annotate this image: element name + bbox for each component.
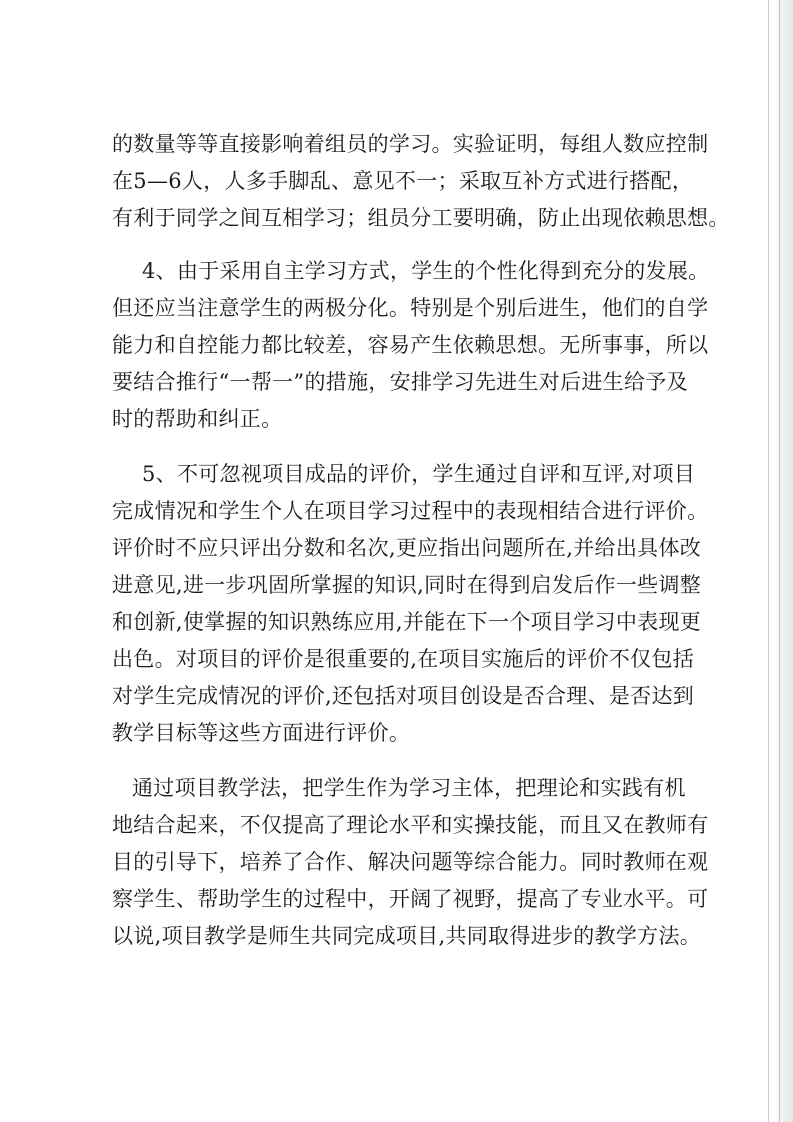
paragraph-continuation — [112, 126, 730, 237]
paragraph-point-4 — [112, 253, 710, 438]
text-line: 完成情况和学生个人在项目学习过程中的表现相结合进行评价。 — [112, 499, 709, 523]
text-line: 有利于同学之间互相学习；组员分工要明确，防止出现依赖思想。 — [112, 206, 730, 230]
text-line: 能力和自控能力都比较差，容易产生依赖思想。无所事事，所以 — [112, 333, 709, 357]
page-edge-line — [768, 0, 769, 1122]
text-line: 对学生完成情况的评价,还包括对项目创设是否合理、是否达到 — [112, 684, 695, 708]
text-line: 以说,项目教学是师生共同完成项目,共同取得进步的教学方法。 — [112, 924, 702, 948]
text-line: 教学目标等这些方面进行评价。 — [112, 721, 411, 745]
text-line: 评价时不应只评出分数和名次,更应指出问题所在,并给出具体改 — [112, 536, 702, 560]
text-line: 和创新,使掌握的知识熟练应用,并能在下一个项目学习中表现更 — [112, 610, 702, 634]
text-line: 察学生、帮助学生的过程中，开阔了视野，提高了专业水平。可 — [112, 887, 709, 911]
text-line: 但还应当注意学生的两极分化。特别是个别后进生，他们的自学 — [112, 296, 709, 320]
text-line: 目的引导下，培养了合作、解决问题等综合能力。同时教师在观 — [112, 850, 709, 874]
text-line: 地结合起来，不仅提高了理论水平和实操技能，而且又在教师有 — [112, 813, 709, 837]
text-line: 5、不可忽视项目成品的评价，学生通过自评和互评,对项目 — [142, 462, 696, 486]
text-line: 通过项目教学法，把学生作为学习主体，把理论和实践有机 — [132, 776, 686, 800]
text-line: 进意见,进一步巩固所掌握的知识,同时在得到启发后作一些调整 — [112, 573, 702, 597]
paragraph-point-5 — [112, 456, 707, 752]
text-line: 时的帮助和纠正。 — [112, 407, 283, 431]
page-edge-shadow — [775, 0, 793, 1122]
text-line: 的数量等等直接影响着组员的学习。实验证明，每组人数应控制 — [112, 132, 709, 156]
document-body — [112, 126, 730, 955]
page-edge-line — [779, 0, 780, 1122]
text-line: 要结合推行“一帮一”的措施，安排学习先进生对后进生给予及 — [112, 370, 688, 394]
paragraph-conclusion — [112, 770, 707, 955]
text-line: 在5—6人，人多手脚乱、意见不一；采取互补方式进行搭配， — [112, 169, 694, 193]
text-line: 出色。对项目的评价是很重要的,在项目实施后的评价不仅包括 — [112, 647, 695, 671]
text-line: 4、由于采用自主学习方式，学生的个性化得到充分的发展。 — [142, 259, 710, 283]
